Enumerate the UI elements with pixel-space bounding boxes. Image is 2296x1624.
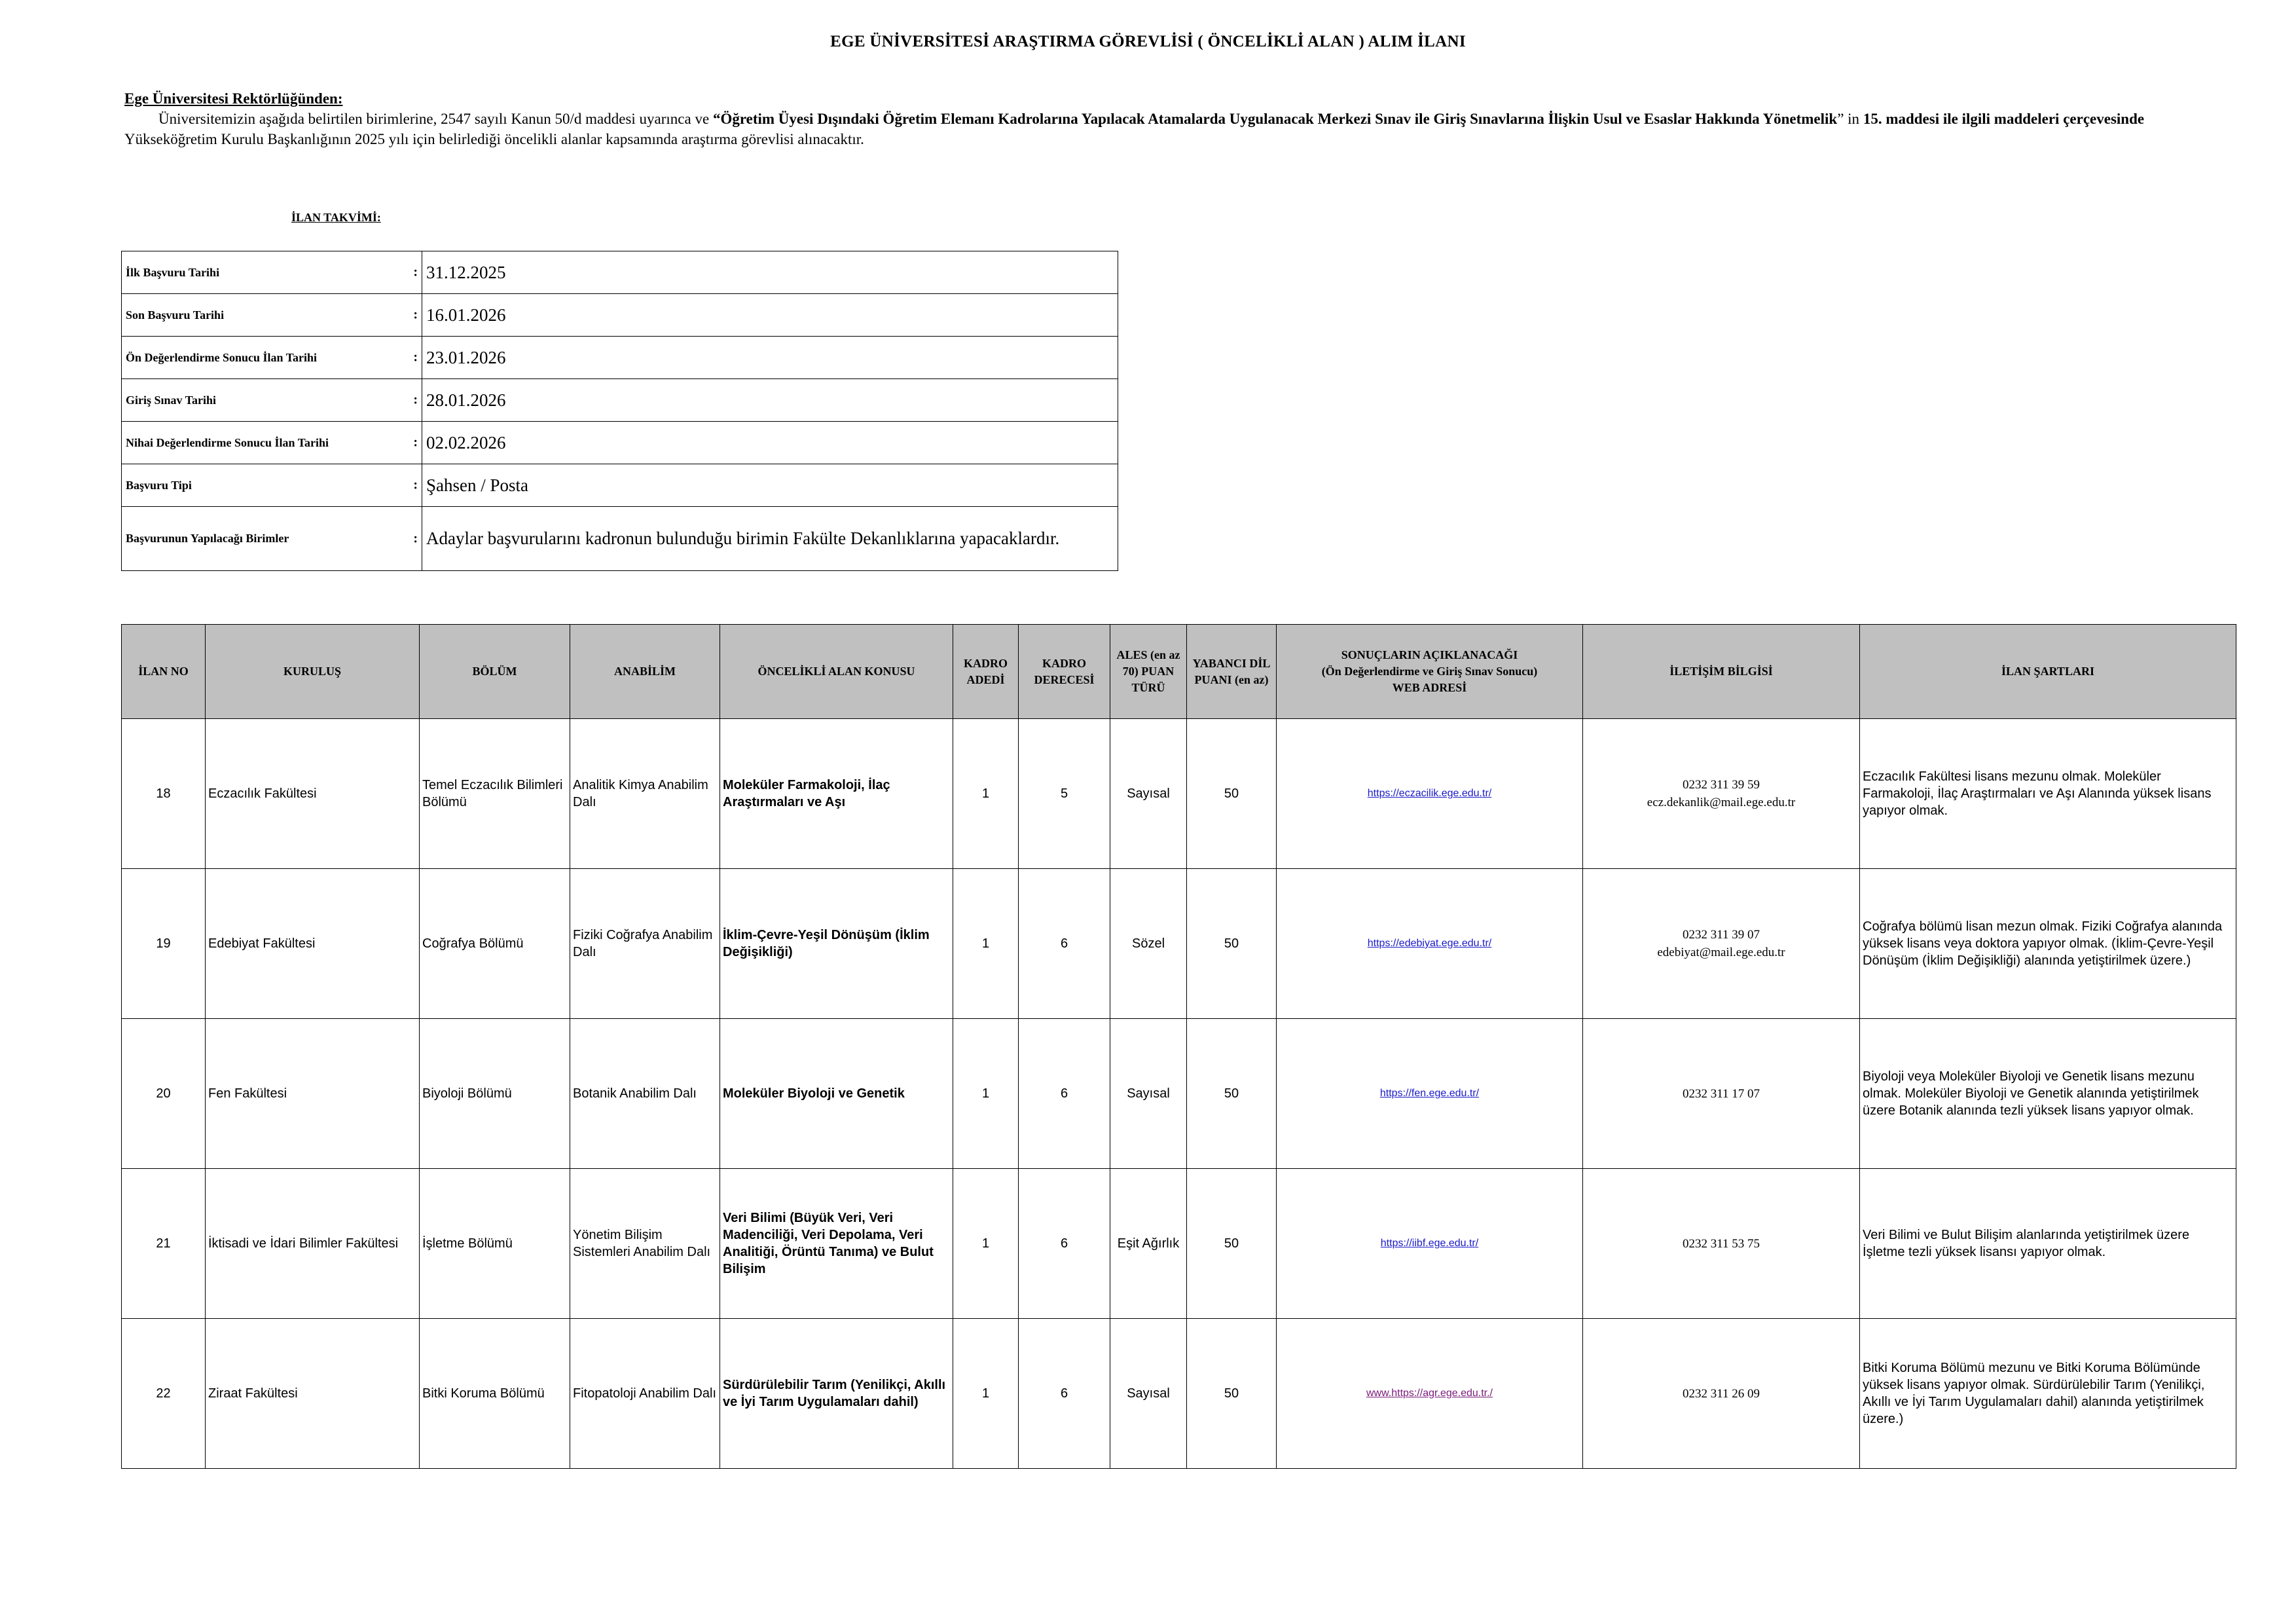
cell-no: 20 [122, 1019, 206, 1169]
calendar-label [122, 379, 422, 422]
intro-section [124, 88, 2232, 149]
header-kurulus: KURULUŞ [206, 625, 420, 719]
calendar-label-text: Başvurunun Yapılacağı Birimler [126, 532, 289, 545]
calendar-row [122, 464, 1118, 507]
calendar-row [122, 294, 1118, 337]
web-link[interactable]: https://eczacilik.ege.edu.tr/ [1367, 788, 1492, 799]
cell-ales: Eşit Ağırlık [1110, 1169, 1187, 1319]
cell-anabilim: Fitopatoloji Anabilim Dalı [570, 1319, 720, 1469]
header-derece: KADRO DERECESİ [1019, 625, 1110, 719]
intro-text-2: ” in [1837, 111, 1863, 127]
cell-konu: Veri Bilimi (Büyük Veri, Veri Madenciliği, Veri Depolama, Veri Analitiği, Örüntü Tanıma) ve Bulut Bilişim [720, 1169, 953, 1319]
cell-no: 21 [122, 1169, 206, 1319]
header-dil: YABANCI DİL PUANI (en az) [1187, 625, 1277, 719]
calendar-title: İLAN TAKVİMİ: [291, 211, 381, 224]
intro-bold-1: “Öğretim Üyesi Dışındaki Öğretim Elemanı Kadrolarına Yapılacak Atamalarda Uygulanacak Merkezi Sınav ile Giriş Sınavlarına İlişkin Usul ve Esaslar Hakkında Yönetmelik [712, 111, 1838, 127]
header-web-line: (Ön Değerlendirme ve Giriş Sınav Sonucu) [1321, 665, 1538, 678]
header-web-line: SONUÇLARIN AÇIKLANACAĞI [1341, 648, 1518, 661]
cell-konu: Moleküler Farmakoloji, İlaç Araştırmaları ve Aşı [720, 719, 953, 869]
colon: : [413, 350, 418, 365]
intro-paragraph [124, 109, 2232, 149]
header-anabilim: ANABİLİM [570, 625, 720, 719]
cell-bolum: Bitki Koruma Bölümü [420, 1319, 570, 1469]
table-row [122, 1169, 2236, 1319]
calendar-row [122, 422, 1118, 464]
calendar-value: 16.01.2026 [422, 294, 1118, 337]
calendar-label-text: Son Başvuru Tarihi [126, 308, 225, 322]
header-ilan-no: İLAN NO [122, 625, 206, 719]
contact-phone: 0232 311 26 09 [1682, 1386, 1760, 1401]
cell-dil: 50 [1187, 1019, 1277, 1169]
cell-web [1277, 1319, 1583, 1469]
colon: : [413, 392, 418, 407]
cell-ales: Sayısal [1110, 719, 1187, 869]
intro-text-3: Yükseköğretim Kurulu Başkanlığının 2025 yılı için belirlediği öncelikli alanlar kapsamında araştırma görevlisi alınacaktır. [124, 131, 864, 147]
cell-konu: İklim-Çevre-Yeşil Dönüşüm (İklim Değişikliği) [720, 869, 953, 1019]
cell-iletisim [1583, 719, 1860, 869]
cell-dil: 50 [1187, 869, 1277, 1019]
calendar-row [122, 379, 1118, 422]
cell-adet: 1 [953, 1319, 1019, 1469]
cell-derece: 5 [1019, 719, 1110, 869]
cell-web [1277, 869, 1583, 1019]
contact-phone: 0232 311 39 07 [1682, 928, 1760, 942]
cell-kurulus: Fen Fakültesi [206, 1019, 420, 1169]
positions-table [121, 624, 2236, 1469]
cell-no: 22 [122, 1319, 206, 1469]
cell-iletisim [1583, 1319, 1860, 1469]
calendar-value: 31.12.2025 [422, 251, 1118, 294]
table-row [122, 1019, 2236, 1169]
cell-adet: 1 [953, 719, 1019, 869]
web-link[interactable]: https://fen.ege.edu.tr/ [1379, 1088, 1480, 1099]
contact-phone: 0232 311 39 59 [1682, 778, 1760, 792]
web-link[interactable]: https://edebiyat.ege.edu.tr/ [1367, 938, 1492, 949]
colon: : [413, 531, 418, 545]
header-adet: KADRO ADEDİ [953, 625, 1019, 719]
calendar-label-text: İlk Başvuru Tarihi [126, 265, 220, 279]
header-iletisim: İLETİŞİM BİLGİSİ [1583, 625, 1860, 719]
cell-sartlar: Bitki Koruma Bölümü mezunu ve Bitki Koruma Bölümünde yüksek lisans yapıyor olmak. Sürdürülebilir Tarım (Yenilikçi, Akıllı ve İyi Tarım Uygulamaları dahil) alanında yetiştirilmek üzere.) [1860, 1319, 2236, 1469]
colon: : [413, 265, 418, 280]
cell-sartlar: Biyoloji veya Moleküler Biyoloji ve Genetik lisans mezunu olmak. Moleküler Biyoloji ve Genetik alanında yetiştirilmek üzere Botanik alanında tezli yüksek lisans yapıyor olmak. [1860, 1019, 2236, 1169]
cell-web [1277, 1169, 1583, 1319]
header-bolum: BÖLÜM [420, 625, 570, 719]
page-title: EGE ÜNİVERSİTESİ ARAŞTIRMA GÖREVLİSİ ( ÖNCELİKLİ ALAN ) ALIM İLANI [830, 33, 1466, 50]
web-link[interactable]: https://iibf.ege.edu.tr/ [1380, 1238, 1479, 1249]
colon: : [413, 307, 418, 322]
contact-phone: 0232 311 53 75 [1682, 1236, 1760, 1251]
colon: : [413, 477, 418, 492]
contact-email: ecz.dekanlik@mail.ege.edu.tr [1647, 796, 1796, 809]
cell-bolum: İşletme Bölümü [420, 1169, 570, 1319]
calendar-label [122, 422, 422, 464]
header-konu: ÖNCELİKLİ ALAN KONUSU [720, 625, 953, 719]
header-ales: ALES (en az 70) PUAN TÜRÜ [1110, 625, 1187, 719]
calendar-label [122, 507, 422, 571]
cell-konu: Moleküler Biyoloji ve Genetik [720, 1019, 953, 1169]
cell-ales: Sayısal [1110, 1319, 1187, 1469]
cell-derece: 6 [1019, 1019, 1110, 1169]
cell-adet: 1 [953, 1019, 1019, 1169]
calendar-value: 28.01.2026 [422, 379, 1118, 422]
intro-bold-2: 15. maddesi ile ilgili maddeleri çerçevesinde [1863, 111, 2145, 127]
web-link[interactable]: www.https://agr.ege.edu.tr./ [1366, 1388, 1493, 1399]
calendar-label-text: Ön Değerlendirme Sonucu İlan Tarihi [126, 350, 318, 364]
cell-iletisim [1583, 1019, 1860, 1169]
contact-email: edebiyat@mail.ege.edu.tr [1657, 946, 1785, 959]
table-row [122, 1319, 2236, 1469]
cell-anabilim: Yönetim Bilişim Sistemleri Anabilim Dalı [570, 1169, 720, 1319]
header-sartlar: İLAN ŞARTLARI [1860, 625, 2236, 719]
cell-dil: 50 [1187, 1169, 1277, 1319]
cell-ales: Sözel [1110, 869, 1187, 1019]
colon: : [413, 435, 418, 450]
cell-web [1277, 719, 1583, 869]
contact-phone: 0232 311 17 07 [1682, 1086, 1760, 1101]
cell-kurulus: Eczacılık Fakültesi [206, 719, 420, 869]
calendar-label [122, 294, 422, 337]
calendar-label-text: Nihai Değerlendirme Sonucu İlan Tarihi [126, 435, 329, 449]
cell-bolum: Coğrafya Bölümü [420, 869, 570, 1019]
intro-heading: Ege Üniversitesi Rektörlüğünden: [124, 90, 343, 107]
calendar-row-units [122, 507, 1118, 571]
cell-derece: 6 [1019, 869, 1110, 1019]
intro-text-1: Üniversitemizin aşağıda belirtilen birimlerine, 2547 sayılı Kanun 50/d maddesi uyarınca ve [158, 111, 713, 127]
cell-adet: 1 [953, 869, 1019, 1019]
cell-sartlar: Coğrafya bölümü lisan mezun olmak. Fiziki Coğrafya alanında yüksek lisans veya doktora yapıyor olmak. (İklim-Çevre-Yeşil Dönüşüm (İklim Değişikliği) alanında yetiştirilmek üzere.) [1860, 869, 2236, 1019]
table-row [122, 869, 2236, 1019]
calendar-label-text: Başvuru Tipi [126, 478, 192, 492]
calendar-row [122, 251, 1118, 294]
cell-iletisim [1583, 869, 1860, 1019]
cell-anabilim: Analitik Kimya Anabilim Dalı [570, 719, 720, 869]
cell-derece: 6 [1019, 1319, 1110, 1469]
cell-bolum: Temel Eczacılık Bilimleri Bölümü [420, 719, 570, 869]
calendar-table [121, 251, 1118, 571]
cell-no: 19 [122, 869, 206, 1019]
cell-bolum: Biyoloji Bölümü [420, 1019, 570, 1169]
cell-dil: 50 [1187, 719, 1277, 869]
calendar-value: 23.01.2026 [422, 337, 1118, 379]
table-row [122, 719, 2236, 869]
calendar-label-text: Giriş Sınav Tarihi [126, 393, 217, 407]
calendar-label [122, 251, 422, 294]
cell-anabilim: Fiziki Coğrafya Anabilim Dalı [570, 869, 720, 1019]
cell-kurulus: İktisadi ve İdari Bilimler Fakültesi [206, 1169, 420, 1319]
cell-anabilim: Botanik Anabilim Dalı [570, 1019, 720, 1169]
cell-derece: 6 [1019, 1169, 1110, 1319]
calendar-label [122, 464, 422, 507]
calendar-label [122, 337, 422, 379]
cell-dil: 50 [1187, 1319, 1277, 1469]
cell-web [1277, 1019, 1583, 1169]
cell-sartlar: Eczacılık Fakültesi lisans mezunu olmak. Moleküler Farmakoloji, İlaç Araştırmaları ve Aşı Alanında yüksek lisans yapıyor olmak. [1860, 719, 2236, 869]
cell-iletisim [1583, 1169, 1860, 1319]
table-header-row [122, 625, 2236, 719]
cell-kurulus: Ziraat Fakültesi [206, 1319, 420, 1469]
calendar-row [122, 337, 1118, 379]
cell-kurulus: Edebiyat Fakültesi [206, 869, 420, 1019]
header-web [1277, 625, 1583, 719]
cell-sartlar: Veri Bilimi ve Bulut Bilişim alanlarında yetiştirilmek üzere İşletme tezli yüksek lisansı yapıyor olmak. [1860, 1169, 2236, 1319]
calendar-value: Adaylar başvurularını kadronun bulunduğu birimin Fakülte Dekanlıklarına yapacaklardır. [422, 507, 1118, 571]
calendar-value: 02.02.2026 [422, 422, 1118, 464]
calendar-value: Şahsen / Posta [422, 464, 1118, 507]
cell-adet: 1 [953, 1169, 1019, 1319]
header-web-line: WEB ADRESİ [1392, 681, 1467, 694]
cell-no: 18 [122, 719, 206, 869]
cell-konu: Sürdürülebilir Tarım (Yenilikçi, Akıllı ve İyi Tarım Uygulamaları dahil) [720, 1319, 953, 1469]
cell-ales: Sayısal [1110, 1019, 1187, 1169]
